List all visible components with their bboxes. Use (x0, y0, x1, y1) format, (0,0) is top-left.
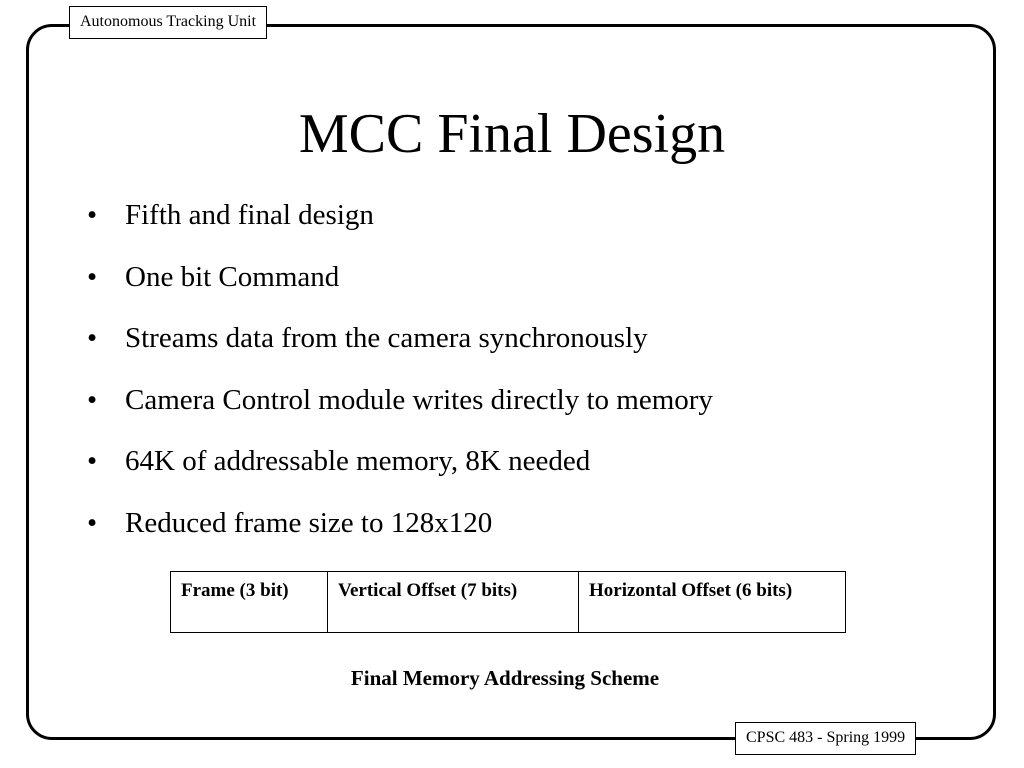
bullet-text: 64K of addressable memory, 8K needed (125, 445, 591, 478)
table-cell-frame: Frame (3 bit) (171, 572, 328, 633)
bullet-marker: • (87, 506, 98, 539)
bullet-marker: • (87, 445, 98, 478)
table-cell-horizontal-offset: Horizontal Offset (6 bits) (579, 572, 846, 633)
bullet-marker: • (87, 199, 98, 231)
table-row (171, 572, 846, 633)
table-caption: Final Memory Addressing Scheme (350, 666, 660, 690)
bullet-marker: • (87, 322, 98, 355)
bullet-text: One bit Command (125, 260, 340, 293)
bullet-text: Reduced frame size to 128x120 (125, 506, 493, 539)
bullet-marker: • (87, 260, 98, 293)
bullet-text: Camera Control module writes directly to memory (125, 383, 713, 416)
bullet-text: Fifth and final design (125, 199, 374, 231)
header-tag: Autonomous Tracking Unit (69, 6, 267, 39)
address-table (170, 571, 846, 633)
bullet-marker: • (87, 383, 98, 416)
slide-title: MCC Final Design (298, 103, 726, 165)
footer-tag: CPSC 483 - Spring 1999 (735, 722, 916, 755)
bullet-text: Streams data from the camera synchronously (125, 322, 648, 355)
table-cell-vertical-offset: Vertical Offset (7 bits) (328, 572, 579, 633)
